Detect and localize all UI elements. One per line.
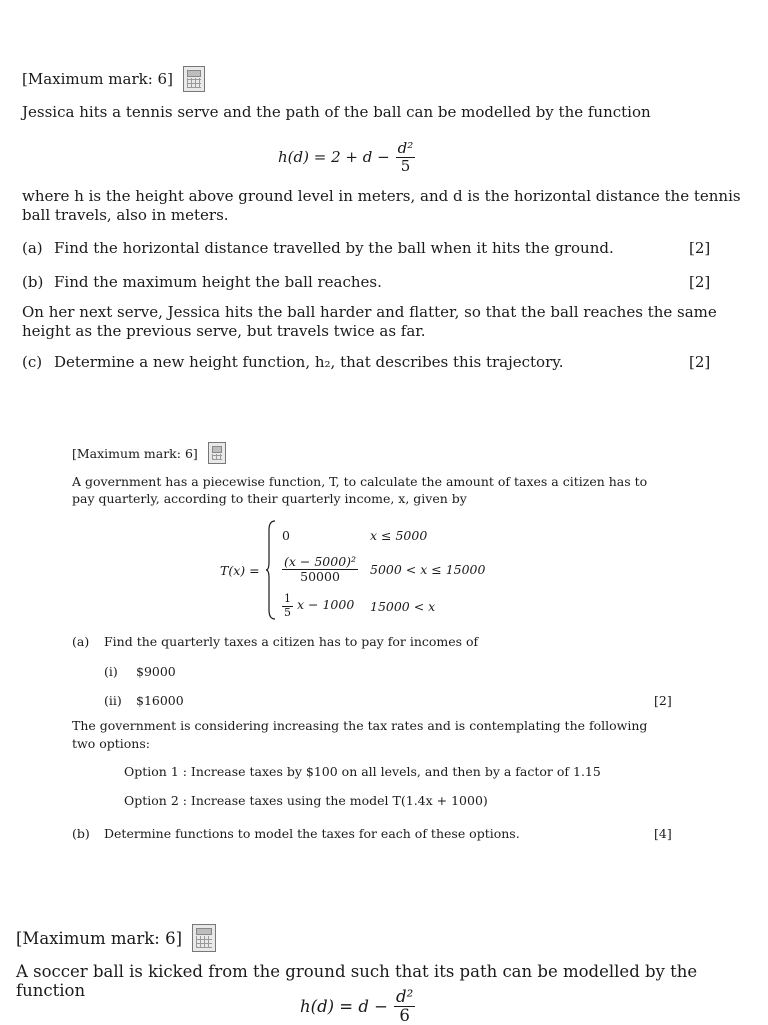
q2-part-b [72,826,520,841]
q1-next1: On her next serve, Jessica hits the ball harder and flatter, so that the ball reaches the same [22,303,717,321]
case-3-tail: x − 1000 [296,597,355,613]
case-1-cond: x ≤ 5000 [370,527,428,543]
q3-intro: A soccer ball is kicked from the ground such that its path can be modelled by the function [16,962,698,1000]
piecewise-case-2 [282,550,485,588]
q1-max-mark: [Maximum mark: 6] [22,70,173,88]
q1-part-c-text: Determine a new height function, h₂, that describes this trajectory. [54,353,564,371]
q3-max-mark: [Maximum mark: 6] [16,928,183,948]
q2-subpart-ii-text: $16000 [136,693,184,708]
q1-part-a-marks: [2] [689,239,711,257]
case-1-expr: 0 [282,527,290,543]
q2-consider2: two options: [72,736,150,751]
q2-max-mark: [Maximum mark: 6] [72,445,198,461]
q2-subpart-i-label: (i) [104,664,118,679]
case-3-cond: 15000 < x [370,598,436,614]
q3-formula-den: 6 [399,1006,410,1025]
q3-formula [300,988,415,1025]
q2-part-a-label: (a) [72,634,90,649]
q2-consider1: The government is considering increasing the tax rates and is contemplating the following [72,718,648,733]
q2-subpart-i [104,664,176,679]
q2-intro1: A government has a piecewise function, T, to calculate the amount of taxes a citizen has to [72,474,648,489]
q2-option2: Option 2 : Increase taxes using the model T(1.4x + 1000) [124,793,488,808]
q3-formula-fraction [394,988,415,1025]
q1-part-b [22,273,382,291]
case-3-num: 1 [284,592,291,606]
q2-part-b-label: (b) [72,826,90,841]
q1-part-b-text: Find the maximum height the ball reaches. [54,273,382,291]
q2-part-a [72,634,478,649]
q2-subpart-ii-label: (ii) [104,693,122,708]
q1-formula-lhs: h(d) = 2 + d − [278,148,390,166]
calculator-icon [192,924,216,952]
case-2-num: (x − 5000)² [284,553,357,569]
q2-subpart-ii [104,693,184,708]
piecewise-case-1 [282,520,485,550]
case-2-cond: 5000 < x ≤ 15000 [370,561,486,577]
q1-where: where h is the height above ground level in meters, and d is the horizontal distance the tennis [22,187,741,205]
q1-part-a-label: (a) [22,239,43,257]
case-3-expr [282,593,370,618]
calculator-icon [183,66,205,92]
q3-formula-num: d² [396,987,414,1006]
q2-intro2: pay quarterly, according to their quarterly income, x, given by [72,491,467,506]
case-3-den: 5 [284,605,291,619]
q1-next2: height as the previous serve, but travels twice as far. [22,322,426,340]
case-2-den: 50000 [300,568,340,584]
calculator-icon [208,442,226,464]
case-2-expr [282,555,370,584]
q1-part-c-label: (c) [22,353,43,371]
q2-part-b-marks: [4] [654,826,672,841]
q1-part-b-marks: [2] [689,273,711,291]
q2-part-a-marks: [2] [654,693,672,708]
q1-part-c [22,353,564,371]
case-3-fraction [282,593,293,618]
piecewise-cases [282,520,485,624]
q2-part-a-text: Find the quarterly taxes a citizen has to pay for incomes of [104,634,479,649]
q2-part-b-text: Determine functions to model the taxes for each of these options. [104,826,520,841]
q1-intro: Jessica hits a tennis serve and the path of the ball can be modelled by the function [22,103,651,121]
q1-formula-fraction [396,140,416,174]
q1-part-a [22,239,614,257]
piecewise-brace [266,520,276,620]
q3-header [16,924,216,952]
q1-where2: ball travels, also in meters. [22,206,229,224]
q2-subpart-i-text: $9000 [136,664,176,679]
piecewise-case-3 [282,588,485,624]
q1-header [22,66,205,92]
q2-option1: Option 1 : Increase taxes by $100 on all levels, and then by a factor of 1.15 [124,764,601,779]
q1-formula [278,140,415,174]
case-2-fraction [282,555,358,584]
q2-header [72,442,226,464]
q2-lhs: T(x) = [220,563,260,578]
q1-part-b-label: (b) [22,273,44,291]
q1-part-a-text: Find the horizontal distance travelled by the ball when it hits the ground. [54,239,614,257]
q3-formula-lhs: h(d) = d − [300,997,389,1017]
q1-part-c-marks: [2] [689,353,711,371]
q1-formula-num: d² [397,139,414,157]
q1-formula-den: 5 [400,156,411,175]
